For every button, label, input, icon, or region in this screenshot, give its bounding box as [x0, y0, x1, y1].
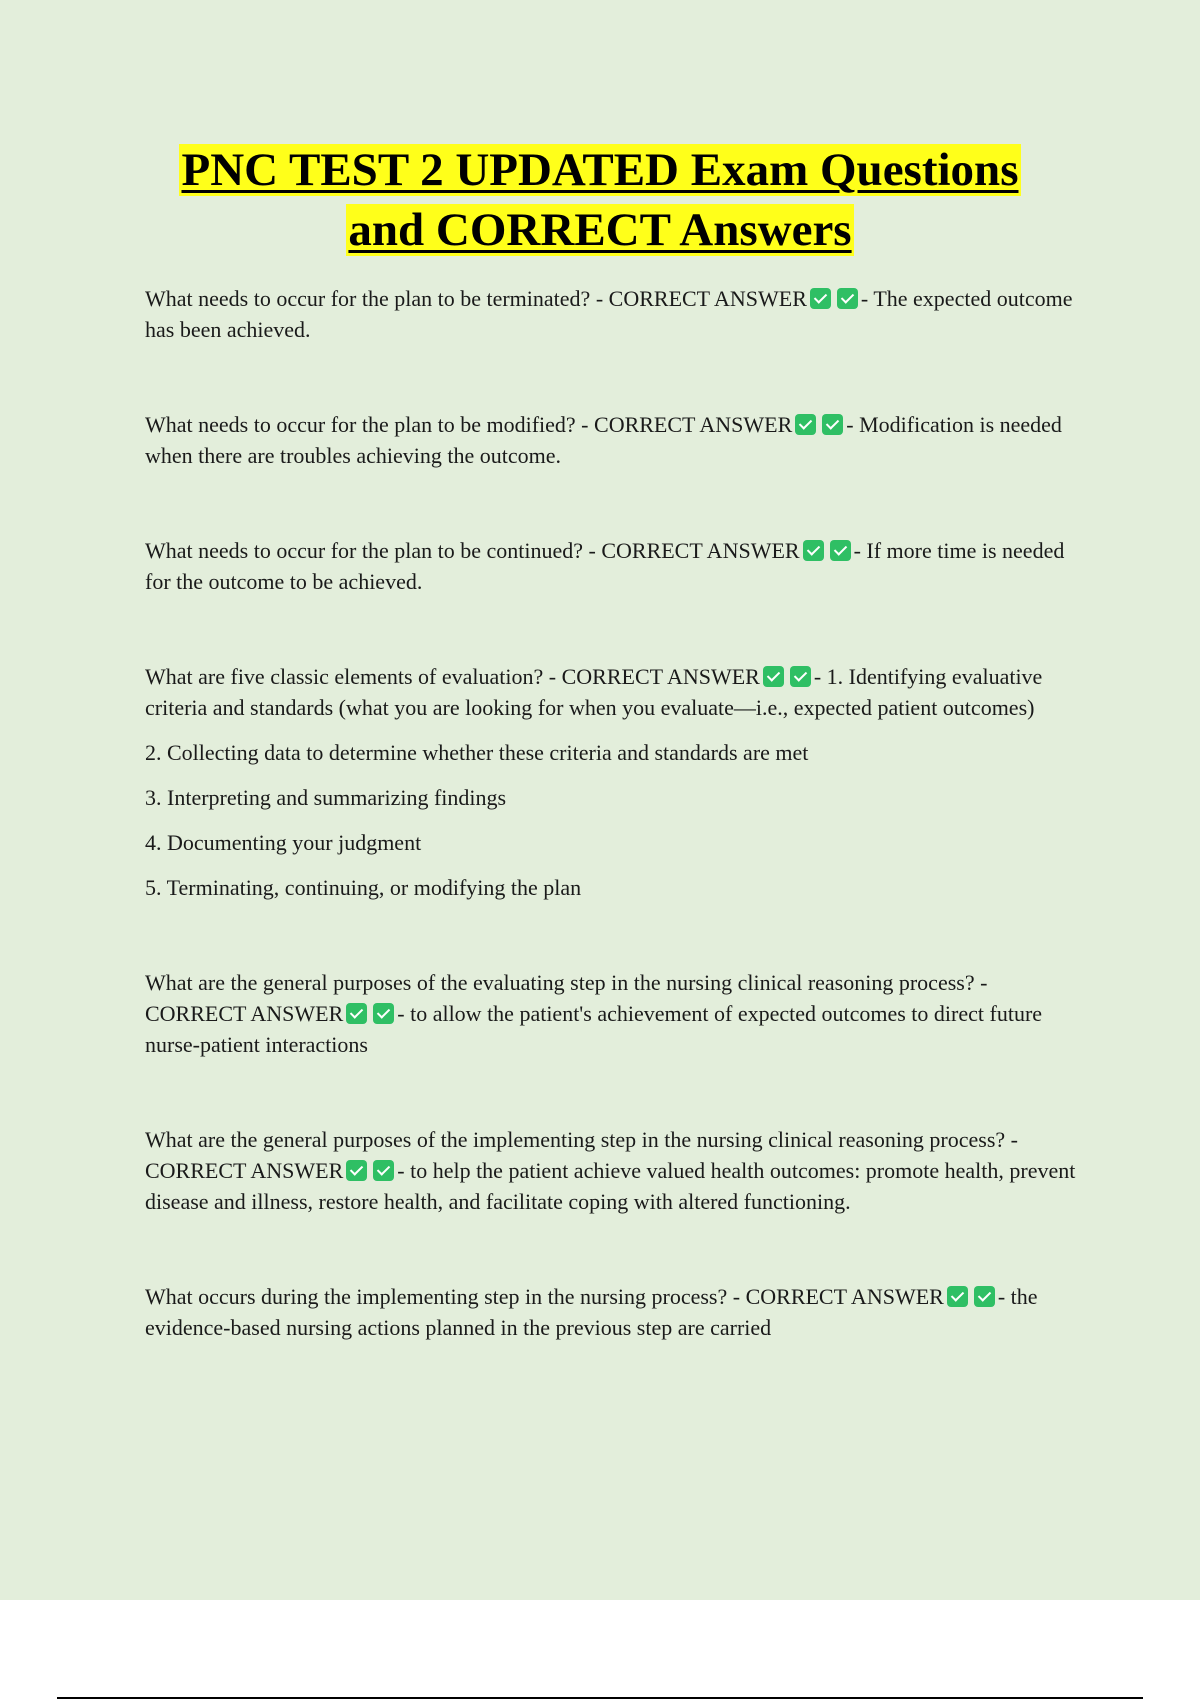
question-text: What needs to occur for the plan to be terminated? - [145, 286, 609, 311]
check-icon [790, 666, 811, 687]
list-item: 5. Terminating, continuing, or modifying the plan [145, 875, 582, 900]
answer-text: - The expected outcome has been achieved. [145, 286, 1073, 342]
question-text: What needs to occur for the plan to be continued? - [145, 538, 602, 563]
question-text: What needs to occur for the plan to be modified? - [145, 412, 595, 437]
answer-text: - the evidence-based nursing actions planned in the previous step are carried [145, 1284, 1038, 1340]
answer-marker: CORRECT ANSWER [601, 538, 800, 563]
answer-text: - to help the patient achieve valued health outcomes: promote health, prevent disease and illness, restore health, and facilitate coping with altered functioning. [145, 1158, 1076, 1214]
qa-text [145, 283, 1090, 345]
qa-item-5 [145, 967, 1090, 1060]
check-icon [795, 414, 816, 435]
qa-text [145, 535, 1090, 597]
check-icon [373, 1003, 394, 1024]
check-icon [346, 1160, 367, 1181]
check-icon [947, 1286, 968, 1307]
document-title [0, 140, 1200, 260]
check-icon [346, 1003, 367, 1024]
question-text: What occurs during the implementing step in the nursing process? - [145, 1284, 746, 1309]
answer-marker: CORRECT ANSWER [145, 1001, 344, 1026]
answer-text: - to allow the patient's achievement of expected outcomes to direct future nurse-patient interactions [145, 1001, 1043, 1057]
check-icon [810, 288, 831, 309]
check-icon [803, 540, 824, 561]
answer-text: - 1. Identifying evaluative criteria and standards (what you are looking for when you evaluate—i.e., expected patient outcomes) [145, 664, 1043, 720]
qa-item-6 [145, 1124, 1090, 1217]
list-item: 3. Interpreting and summarizing findings [145, 785, 507, 810]
answer-marker: CORRECT ANSWER [561, 664, 760, 689]
qa-text [145, 967, 1090, 1060]
qa-text [145, 1281, 1090, 1343]
list-item: 2. Collecting data to determine whether these criteria and standards are met [145, 740, 809, 765]
answer-marker: CORRECT ANSWER [608, 286, 807, 311]
check-icon [763, 666, 784, 687]
check-icon [974, 1286, 995, 1307]
answer-text: - Modification is needed when there are troubles achieving the outcome. [145, 412, 1062, 468]
qa-item-1 [145, 283, 1090, 345]
qa-text [145, 661, 1090, 723]
qa-text [145, 1124, 1090, 1217]
qa-list [145, 283, 1090, 1407]
check-icon [837, 288, 858, 309]
qa-item-2 [145, 409, 1090, 471]
question-text: What are the general purposes of the implementing step in the nursing clinical reasoning process? - [145, 1127, 1018, 1152]
answer-marker: CORRECT ANSWER [145, 1158, 344, 1183]
title-line-1: PNC TEST 2 UPDATED Exam Questions [181, 144, 1019, 196]
check-icon [822, 414, 843, 435]
question-text: What are five classic elements of evaluation? - [145, 664, 562, 689]
title-line-2: and CORRECT Answers [348, 204, 852, 256]
answer-marker: CORRECT ANSWER [594, 412, 793, 437]
qa-item-7 [145, 1281, 1090, 1343]
qa-item-3 [145, 535, 1090, 597]
check-icon [373, 1160, 394, 1181]
question-text: What are the general purposes of the evaluating step in the nursing clinical reasoning process? - [145, 970, 988, 995]
footer-divider [57, 1697, 1143, 1699]
answer-marker: CORRECT ANSWER [745, 1284, 944, 1309]
qa-item-4 [145, 661, 1090, 903]
list-item: 4. Documenting your judgment [145, 830, 422, 855]
qa-text [145, 409, 1090, 471]
answer-text: - If more time is needed for the outcome to be achieved. [145, 538, 1065, 594]
check-icon [830, 540, 851, 561]
